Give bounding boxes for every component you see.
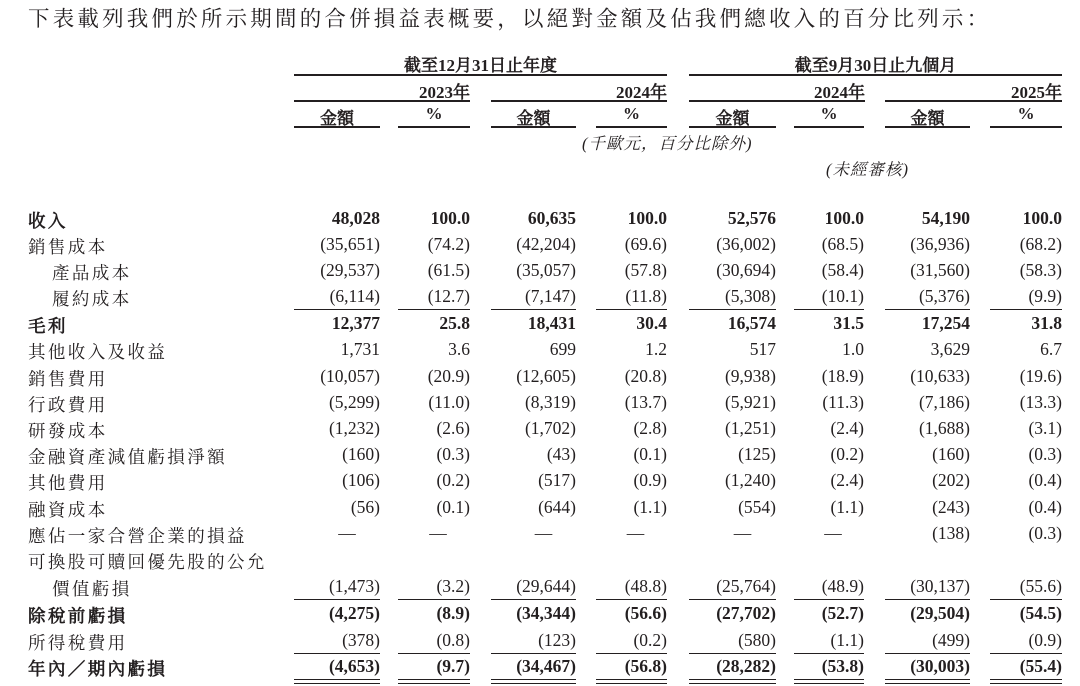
subtotal-rule bbox=[885, 653, 970, 654]
amount-cell: (25,764) bbox=[716, 576, 776, 596]
amount-cell: (30,694) bbox=[716, 260, 776, 280]
percent-cell: (11.3) bbox=[822, 392, 864, 412]
percent-cell: (0.4) bbox=[1028, 497, 1062, 517]
column-header-rule bbox=[596, 126, 667, 128]
amount-cell: (580) bbox=[738, 630, 776, 650]
amount-cell: (7,147) bbox=[524, 286, 576, 306]
percent-cell: (3.2) bbox=[436, 576, 470, 596]
percent-cell: (48.8) bbox=[624, 576, 667, 596]
percent-cell: (18.9) bbox=[821, 366, 864, 386]
percent-cell: (1.1) bbox=[830, 497, 864, 517]
header-group-annual: 截至12月31日止年度 bbox=[404, 56, 557, 75]
subtotal-rule bbox=[491, 599, 576, 600]
table-row bbox=[0, 497, 1080, 523]
header-group-nine-months: 截至9月30日止九個月 bbox=[794, 56, 957, 75]
table-row bbox=[0, 234, 1080, 260]
unit-note: (千歐元，百分比除外) bbox=[582, 134, 753, 153]
percent-cell: (13.7) bbox=[624, 392, 667, 412]
percent-cell: (0.2) bbox=[633, 630, 667, 650]
row-label: 銷售成本 bbox=[28, 237, 108, 257]
amount-cell: (1,473) bbox=[328, 576, 380, 596]
percent-cell: (2.4) bbox=[830, 418, 864, 438]
amount-cell: (4,653) bbox=[328, 656, 380, 676]
column-header-percent: % bbox=[425, 104, 443, 123]
subtotal-rule bbox=[794, 653, 864, 654]
row-label: 其他費用 bbox=[28, 473, 108, 493]
percent-cell: (2.6) bbox=[436, 418, 470, 438]
percent-cell: (0.2) bbox=[436, 470, 470, 490]
amount-cell: (160) bbox=[932, 444, 970, 464]
row-label: 銷售費用 bbox=[28, 369, 108, 389]
percent-cell: (58.3) bbox=[1019, 260, 1062, 280]
column-header-rule bbox=[491, 126, 576, 128]
amount-cell: (5,299) bbox=[328, 392, 380, 412]
amount-cell: 1,731 bbox=[340, 339, 380, 359]
table-row bbox=[0, 549, 1080, 575]
column-header-amount: 金額 bbox=[910, 109, 945, 128]
percent-cell: (0.8) bbox=[436, 630, 470, 650]
subtotal-rule bbox=[990, 599, 1062, 600]
percent-cell: 1.2 bbox=[645, 339, 667, 359]
total-double-rule bbox=[398, 679, 470, 684]
column-header-rule bbox=[398, 126, 470, 128]
table-row bbox=[0, 366, 1080, 392]
table-row bbox=[0, 392, 1080, 418]
total-double-rule bbox=[491, 679, 576, 684]
amount-cell: (378) bbox=[342, 630, 380, 650]
amount-cell: 12,377 bbox=[331, 313, 380, 333]
percent-cell: (10.1) bbox=[821, 286, 864, 306]
percent-cell: 31.8 bbox=[1031, 313, 1062, 333]
subtotal-rule bbox=[596, 599, 667, 600]
amount-cell: 48,028 bbox=[331, 208, 380, 228]
amount-cell: 18,431 bbox=[527, 313, 576, 333]
percent-cell: (74.2) bbox=[427, 234, 470, 254]
table-row bbox=[0, 418, 1080, 444]
table-row bbox=[0, 313, 1080, 339]
amount-cell: (517) bbox=[538, 470, 576, 490]
percent-cell: (0.2) bbox=[830, 444, 864, 464]
amount-cell: (29,644) bbox=[516, 576, 576, 596]
subtotal-rule bbox=[794, 309, 864, 310]
percent-cell: (11.0) bbox=[428, 392, 470, 412]
subtotal-rule bbox=[885, 599, 970, 600]
table-row bbox=[0, 339, 1080, 365]
percent-cell: (58.4) bbox=[821, 260, 864, 280]
subtotal-rule bbox=[689, 653, 776, 654]
percent-cell: (69.6) bbox=[624, 234, 667, 254]
row-label: 收入 bbox=[28, 211, 68, 231]
percent-cell: — bbox=[429, 523, 447, 543]
total-double-rule bbox=[596, 679, 667, 684]
column-header-percent: % bbox=[820, 104, 838, 123]
amount-cell: (4,275) bbox=[328, 603, 380, 623]
header-year-2024: 2024年 bbox=[616, 83, 667, 102]
amount-cell: (43) bbox=[546, 444, 576, 464]
amount-cell: (30,137) bbox=[910, 576, 970, 596]
percent-cell: (0.1) bbox=[436, 497, 470, 517]
percent-cell: (8.9) bbox=[436, 603, 470, 623]
header-year-2023: 2023年 bbox=[419, 83, 470, 102]
row-label: 研發成本 bbox=[28, 421, 108, 441]
unaudited-note: (未經審核) bbox=[826, 160, 909, 179]
amount-cell: (36,936) bbox=[910, 234, 970, 254]
amount-cell: (34,344) bbox=[516, 603, 576, 623]
percent-cell: (0.1) bbox=[633, 444, 667, 464]
header-year-2025-9m: 2025年 bbox=[1011, 83, 1062, 102]
percent-cell: (1.1) bbox=[633, 497, 667, 517]
amount-cell: (554) bbox=[738, 497, 776, 517]
amount-cell: 60,635 bbox=[527, 208, 576, 228]
amount-cell: (1,688) bbox=[918, 418, 970, 438]
amount-cell: (1,702) bbox=[524, 418, 576, 438]
total-double-rule bbox=[794, 679, 864, 684]
percent-cell: 100.0 bbox=[627, 208, 667, 228]
table-row bbox=[0, 208, 1080, 234]
column-header-rule bbox=[990, 126, 1062, 128]
amount-cell: (7,186) bbox=[918, 392, 970, 412]
amount-cell: (138) bbox=[932, 523, 970, 543]
row-label: 年內／期內虧損 bbox=[28, 659, 168, 679]
percent-cell: 3.6 bbox=[448, 339, 470, 359]
amount-cell: 699 bbox=[549, 339, 576, 359]
subtotal-rule bbox=[596, 309, 667, 310]
amount-cell: (5,376) bbox=[918, 286, 970, 306]
amount-cell: (1,251) bbox=[724, 418, 776, 438]
amount-cell: (1,232) bbox=[328, 418, 380, 438]
amount-cell: (10,057) bbox=[320, 366, 380, 386]
amount-cell: (56) bbox=[350, 497, 380, 517]
total-double-rule bbox=[885, 679, 970, 684]
total-double-rule bbox=[689, 679, 776, 684]
amount-cell: (34,467) bbox=[516, 656, 576, 676]
amount-cell: (28,282) bbox=[716, 656, 776, 676]
percent-cell: (68.2) bbox=[1019, 234, 1062, 254]
column-header-percent: % bbox=[623, 104, 640, 123]
subtotal-rule bbox=[294, 653, 380, 654]
table-row bbox=[0, 444, 1080, 470]
subtotal-rule bbox=[398, 653, 470, 654]
percent-cell: (0.3) bbox=[1028, 523, 1062, 543]
amount-cell: 16,574 bbox=[727, 313, 776, 333]
amount-cell: (125) bbox=[738, 444, 776, 464]
row-label: 可換股可贖回優先股的公允 bbox=[28, 552, 267, 572]
amount-cell: (6,114) bbox=[329, 286, 380, 306]
amount-cell: (36,002) bbox=[716, 234, 776, 254]
percent-cell: — bbox=[626, 523, 645, 543]
column-header-amount: 金額 bbox=[516, 109, 551, 128]
total-double-rule bbox=[990, 679, 1062, 684]
table-row bbox=[0, 523, 1080, 549]
table-row bbox=[0, 260, 1080, 286]
header-rule bbox=[689, 100, 865, 102]
amount-cell: (31,560) bbox=[910, 260, 970, 280]
column-header-rule bbox=[689, 126, 776, 128]
header-rule bbox=[294, 100, 470, 102]
percent-cell: 25.8 bbox=[439, 313, 470, 333]
percent-cell: (56.6) bbox=[624, 603, 667, 623]
amount-cell: — bbox=[534, 523, 553, 543]
percent-cell: (56.8) bbox=[624, 656, 667, 676]
row-label: 除稅前虧損 bbox=[28, 606, 128, 626]
percent-cell: (0.3) bbox=[1028, 444, 1062, 464]
subtotal-rule bbox=[596, 653, 667, 654]
percent-cell: 100.0 bbox=[1022, 208, 1062, 228]
subtotal-rule bbox=[398, 309, 470, 310]
percent-cell: 100.0 bbox=[824, 208, 864, 228]
row-label: 所得稅費用 bbox=[28, 633, 128, 653]
amount-cell: 54,190 bbox=[921, 208, 970, 228]
percent-cell: (55.4) bbox=[1019, 656, 1062, 676]
percent-cell: 6.7 bbox=[1040, 339, 1062, 359]
row-label: 毛利 bbox=[28, 316, 68, 336]
percent-cell: (9.7) bbox=[436, 656, 470, 676]
column-header-percent: % bbox=[1017, 104, 1035, 123]
percent-cell: (20.8) bbox=[624, 366, 667, 386]
amount-cell: 52,576 bbox=[727, 208, 776, 228]
subtotal-rule bbox=[689, 599, 776, 600]
amount-cell: (12,605) bbox=[516, 366, 576, 386]
amount-cell: (35,057) bbox=[516, 260, 576, 280]
percent-cell: (52.7) bbox=[821, 603, 864, 623]
amount-cell: (160) bbox=[342, 444, 380, 464]
header-rule bbox=[885, 100, 1062, 102]
row-label: 融資成本 bbox=[28, 500, 108, 520]
amount-cell: 3,629 bbox=[930, 339, 970, 359]
amount-cell: (29,504) bbox=[910, 603, 970, 623]
percent-cell: (0.9) bbox=[633, 470, 667, 490]
intro-text: 下表載列我們於所示期間的合併損益表概要，以絕對金額及佔我們總收入的百分比列示： bbox=[28, 7, 992, 31]
percent-cell: (0.3) bbox=[436, 444, 470, 464]
percent-cell: 30.4 bbox=[636, 313, 667, 333]
percent-cell: (61.5) bbox=[427, 260, 470, 280]
subtotal-rule bbox=[990, 309, 1062, 310]
total-double-rule bbox=[294, 679, 380, 684]
column-header-rule bbox=[294, 126, 380, 128]
percent-cell: (12.7) bbox=[427, 286, 470, 306]
amount-cell: (30,003) bbox=[910, 656, 970, 676]
column-header-amount: 金額 bbox=[715, 109, 750, 128]
percent-cell: (11.8) bbox=[625, 286, 667, 306]
subtotal-rule bbox=[491, 653, 576, 654]
amount-cell: (10,633) bbox=[910, 366, 970, 386]
percent-cell: (9.9) bbox=[1028, 286, 1062, 306]
subtotal-rule bbox=[794, 599, 864, 600]
subtotal-rule bbox=[885, 309, 970, 310]
amount-cell: (123) bbox=[538, 630, 576, 650]
amount-cell: 517 bbox=[749, 339, 776, 359]
amount-cell: (243) bbox=[932, 497, 970, 517]
percent-cell: 100.0 bbox=[430, 208, 470, 228]
amount-cell: (9,938) bbox=[724, 366, 776, 386]
amount-cell: (27,702) bbox=[716, 603, 776, 623]
amount-cell: (1,240) bbox=[724, 470, 776, 490]
amount-cell: (5,308) bbox=[724, 286, 776, 306]
row-label: 產品成本 bbox=[52, 263, 132, 283]
row-label: 行政費用 bbox=[28, 395, 108, 415]
percent-cell: (19.6) bbox=[1019, 366, 1062, 386]
header-rule bbox=[689, 74, 1062, 76]
percent-cell: (0.4) bbox=[1028, 470, 1062, 490]
amount-cell: (499) bbox=[932, 630, 970, 650]
percent-cell: (57.8) bbox=[624, 260, 667, 280]
row-label: 其他收入及收益 bbox=[28, 342, 168, 362]
subtotal-rule bbox=[689, 309, 776, 310]
table-row bbox=[0, 470, 1080, 496]
row-label: 履約成本 bbox=[52, 289, 132, 309]
amount-cell: (644) bbox=[538, 497, 576, 517]
amount-cell: (8,319) bbox=[524, 392, 576, 412]
subtotal-rule bbox=[398, 599, 470, 600]
percent-cell: (68.5) bbox=[821, 234, 864, 254]
amount-cell: (5,921) bbox=[724, 392, 776, 412]
percent-cell: (13.3) bbox=[1019, 392, 1062, 412]
percent-cell: (3.1) bbox=[1028, 418, 1062, 438]
percent-cell: (48.9) bbox=[821, 576, 864, 596]
subtotal-rule bbox=[990, 653, 1062, 654]
percent-cell: (20.9) bbox=[427, 366, 470, 386]
row-label: 金融資產減值虧損淨額 bbox=[28, 447, 227, 467]
column-header-rule bbox=[885, 126, 970, 128]
subtotal-rule bbox=[294, 599, 380, 600]
amount-cell: 17,254 bbox=[921, 313, 970, 333]
amount-cell: (29,537) bbox=[320, 260, 380, 280]
percent-cell: (54.5) bbox=[1019, 603, 1062, 623]
amount-cell: (202) bbox=[932, 470, 970, 490]
subtotal-rule bbox=[491, 309, 576, 310]
percent-cell: (2.8) bbox=[633, 418, 667, 438]
amount-cell: — bbox=[733, 523, 752, 543]
header-year-2024-9m: 2024年 bbox=[814, 83, 865, 102]
percent-cell: 31.5 bbox=[833, 313, 864, 333]
amount-cell: (35,651) bbox=[320, 234, 380, 254]
percent-cell: (53.8) bbox=[821, 656, 864, 676]
percent-cell: (0.9) bbox=[1028, 630, 1062, 650]
column-header-rule bbox=[794, 126, 864, 128]
header-rule bbox=[491, 100, 667, 102]
table-row bbox=[0, 603, 1080, 629]
amount-cell: (42,204) bbox=[516, 234, 576, 254]
amount-cell: (106) bbox=[342, 470, 380, 490]
column-header-amount: 金額 bbox=[320, 109, 354, 128]
row-label: 應佔一家合營企業的損益 bbox=[28, 526, 247, 546]
percent-cell: — bbox=[824, 523, 842, 543]
percent-cell: (55.6) bbox=[1019, 576, 1062, 596]
percent-cell: 1.0 bbox=[842, 339, 864, 359]
header-rule bbox=[294, 74, 667, 76]
amount-cell: — bbox=[338, 523, 356, 543]
percent-cell: (2.4) bbox=[830, 470, 864, 490]
subtotal-rule bbox=[294, 309, 380, 310]
percent-cell: (1.1) bbox=[830, 630, 864, 650]
row-label: 價值虧損 bbox=[52, 579, 132, 599]
